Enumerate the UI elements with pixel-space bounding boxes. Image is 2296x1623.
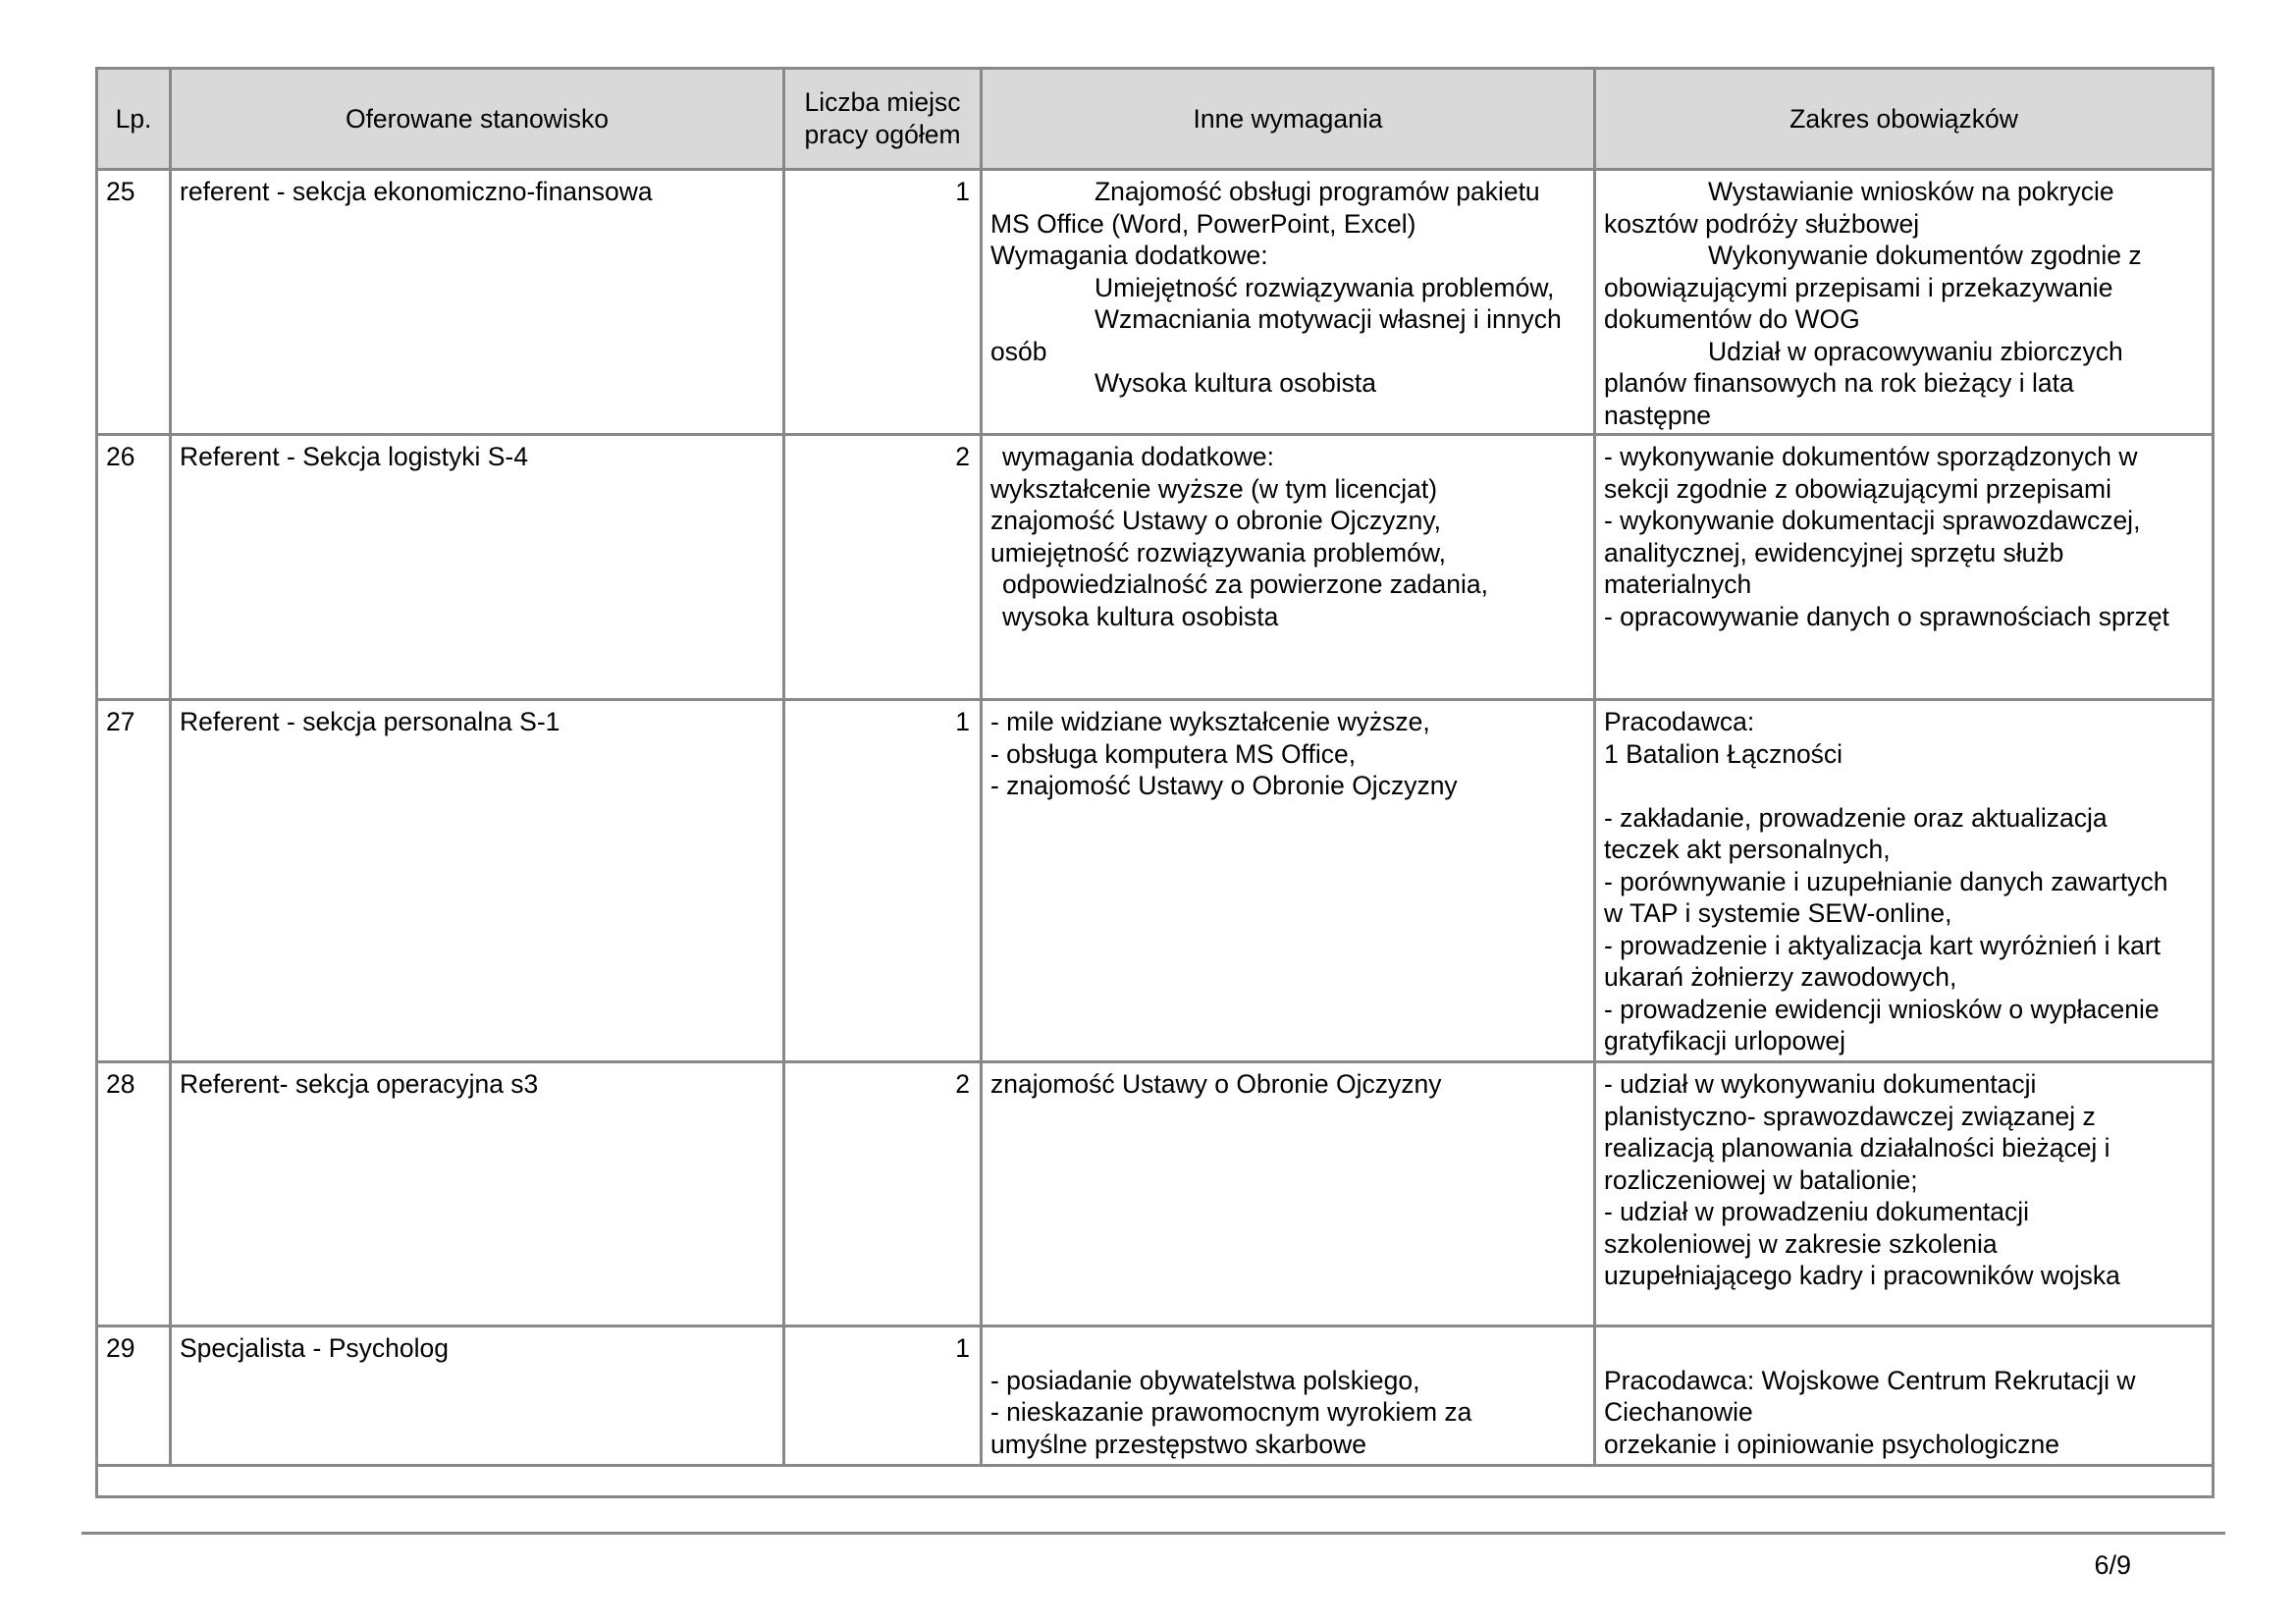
page-number: 6/9 [2094,1550,2131,1580]
table-row [97,700,2214,1062]
header-duties: Zakres obowiązków [1595,69,2214,170]
table-continuation-row [97,1466,2214,1497]
cell-duties [1595,170,2214,435]
duty-line: - wykonywanie dokumentów sporządzonych w [1604,442,2138,471]
duty-line: analitycznej, ewidencyjnej sprzętu służb [1604,537,2064,568]
requirement-line: Wymagania dodatkowe: [990,241,1268,270]
table-row [97,170,2214,435]
blank-line [990,1332,1585,1365]
footer-rule [81,1532,2225,1535]
cell-requirements [982,1062,1595,1326]
requirement-line: umyślne przestępstwo skarbowe [990,1429,1366,1459]
duty-line: sekcji zgodnie z obowiązującymi przepisami [1604,473,2111,504]
requirement-line: - posiadanie obywatelstwa polskiego, [990,1365,1420,1395]
job-offers-table [95,67,2215,1498]
duty-line: - udział w wykonywaniu dokumentacji [1604,1069,2037,1099]
requirement-line: - znajomość Ustawy o Obronie Ojczyzny [990,771,1458,800]
cell-position: referent - sekcja ekonomiczno-finansowa [171,170,784,435]
header-job-count-line2: pracy ogółem [804,120,961,149]
header-job-count [784,69,982,170]
requirement-line: - nieskazanie prawomocnym wyrokiem za [990,1397,1472,1427]
duty-line: - wykonywanie dokumentacji sprawozdawczej, [1604,506,2141,535]
requirement-line: Wysoka kultura osobista [1095,368,1376,398]
cell-duties [1595,700,2214,1062]
table-row [97,435,2214,700]
duty-line: planistyczno- sprawozdawczej związanej z [1604,1101,2096,1131]
cell-job-count: 1 [784,1326,982,1466]
cell-job-count: 1 [784,170,982,435]
header-position: Oferowane stanowisko [171,69,784,170]
requirement-line: znajomość Ustawy o Obronie Ojczyzny [990,1069,1442,1099]
duty-line: rozliczeniowej w batalionie; [1604,1164,1918,1195]
cell-job-count: 2 [784,435,982,700]
duty-line: orzekanie i opiniowanie psychologiczne [1604,1429,2060,1459]
cell-requirements [982,435,1595,700]
header-requirements: Inne wymagania [982,69,1595,170]
duty-line: uzupełniającego kadry i pracowników wojska [1604,1261,2120,1290]
requirement-line: wysoka kultura osobista [1002,601,1279,631]
requirement-line: wymagania dodatkowe: [1002,442,1274,471]
duty-line: Pracodawca: Wojskowe Centrum Rekrutacji w [1604,1365,2136,1395]
cell-position: Referent - sekcja personalna S-1 [171,700,784,1062]
requirement-line: Wzmacniania motywacji własnej i innych [1095,304,1562,334]
table-row [97,1326,2214,1466]
requirement-line: umiejętność rozwiązywania problemów, [990,537,1446,568]
requirement-line: - mile widziane wykształcenie wyższe, [990,707,1430,736]
cell-duties [1595,1062,2214,1326]
cell-lp: 26 [97,435,171,700]
cell-position: Specjalista - Psycholog [171,1326,784,1466]
duty-line: Udział w opracowywaniu zbiorczych [1708,336,2123,366]
requirement-line: - obsługa komputera MS Office, [990,738,1357,769]
blank-line [1604,1332,2204,1365]
requirement-line: odpowiedzialność za powierzone zadania, [1002,569,1488,599]
duty-line: obowiązującymi przepisami i przekazywanie [1604,272,2113,302]
cell-requirements [982,1326,1595,1466]
duty-line: - zakładanie, prowadzenie oraz aktualizacja [1604,802,2108,833]
duty-line: materialnych [1604,569,1752,599]
cell-requirements [982,170,1595,435]
duty-line: - porównywanie i uzupełnianie danych zawartych [1604,866,2168,896]
duty-line: - opracowywanie danych o sprawnościach sprzęt [1604,601,2169,631]
cell-lp: 28 [97,1062,171,1326]
continuation-cell [97,1466,2214,1497]
duty-line: dokumentów do WOG [1604,304,1860,334]
duty-line: 1 Batalion Łączności [1604,738,1843,769]
cell-requirements [982,700,1595,1062]
duty-line: planów finansowych na rok bieżący i lata [1604,368,2074,398]
cell-job-count: 1 [784,700,982,1062]
duty-line: ukarań żołnierzy zawodowych, [1604,962,1957,992]
header-job-count-line1: Liczba miejsc [804,87,961,117]
cell-position: Referent - Sekcja logistyki S-4 [171,435,784,700]
duty-line: gratyfikacji urlopowej [1604,1026,1845,1055]
duty-line: Wystawianie wniosków na pokrycie [1708,177,2114,206]
cell-duties [1595,1326,2214,1466]
table-header-row [97,69,2214,170]
duty-line: - udział w prowadzeniu dokumentacji [1604,1197,2030,1226]
cell-duties [1595,435,2214,700]
duty-line: szkoleniowej w zakresie szkolenia [1604,1228,1998,1259]
cell-lp: 29 [97,1326,171,1466]
requirement-line: Umiejętność rozwiązywania problemów, [1095,272,1555,302]
table-row [97,1062,2214,1326]
duty-line: Pracodawca: [1604,707,1755,736]
duty-line: Wykonywanie dokumentów zgodnie z [1708,241,2142,270]
header-lp: Lp. [97,69,171,170]
duty-line: Ciechanowie [1604,1397,1753,1427]
cell-job-count: 2 [784,1062,982,1326]
cell-lp: 25 [97,170,171,435]
requirement-line: znajomość Ustawy o obronie Ojczyzny, [990,506,1442,535]
cell-position: Referent- sekcja operacyjna s3 [171,1062,784,1326]
duty-line: następne [1604,400,1712,430]
requirement-line: wykształcenie wyższe (w tym licencjat) [990,473,1438,504]
duty-line: teczek akt personalnych, [1604,835,1891,864]
duty-line: realizacją planowania działalności bieżącej i [1604,1133,2110,1163]
cell-lp: 27 [97,700,171,1062]
duty-line: kosztów podróży służbowej [1604,208,1920,239]
requirement-line: osób [990,336,1047,366]
duty-line: w TAP i systemie SEW-online, [1604,898,1952,928]
requirement-line: MS Office (Word, PowerPoint, Excel) [990,208,1416,239]
requirement-line: Znajomość obsługi programów pakietu [1095,177,1540,206]
duty-line: - prowadzenie i aktyalizacja kart wyróżnień i kart [1604,930,2162,960]
blank-line [1604,770,2204,802]
duty-line: - prowadzenie ewidencji wniosków o wypłacenie [1604,994,2160,1024]
